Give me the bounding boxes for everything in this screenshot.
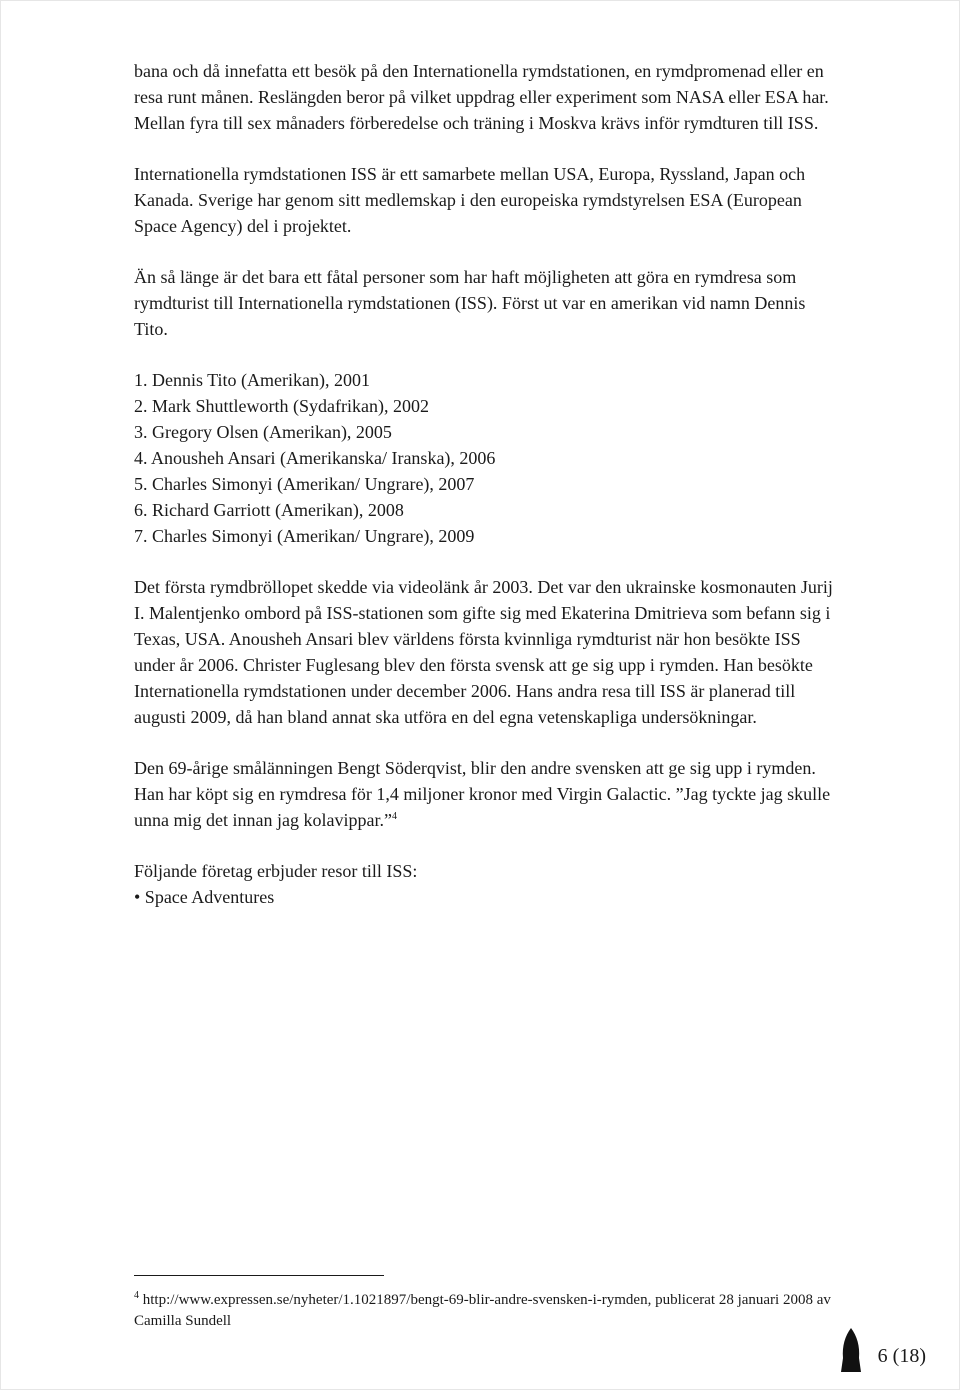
paragraph-3: Än så länge är det bara ett fåtal personer som har haft möjligheten att göra en rymdresa som rymdturist till Internationella rymdstationen (ISS). Först ut var en amerikan vid namn Dennis Tito. <box>134 267 806 339</box>
footnote-text: http://www.expressen.se/nyheter/1.1021897/bengt-69-blir-andre-svensken-i-rymden, publicerat 28 januari 2008 av Camilla Sundell <box>134 1292 831 1329</box>
company-bullet: • Space Adventures <box>134 887 275 907</box>
list-item: 3. Gregory Olsen (Amerikan), 2005 <box>134 422 392 442</box>
document-body <box>134 58 834 910</box>
footnote-number: 4 <box>134 1290 139 1301</box>
list-item: 2. Mark Shuttleworth (Sydafrikan), 2002 <box>134 396 429 416</box>
paragraph-6: Följande företag erbjuder resor till ISS: <box>134 861 418 881</box>
paragraph-5 <box>134 755 834 833</box>
footnote-reference[interactable]: 4 <box>391 811 397 822</box>
page-number: 6 (18) <box>877 1345 926 1367</box>
list-item: 6. Richard Garriott (Amerikan), 2008 <box>134 500 404 520</box>
paragraph-2: Internationella rymdstationen ISS är ett samarbete mellan USA, Europa, Ryssland, Japan och Kanada. Sverige har genom sitt medlemskap i den europeiska rymdstyrelsen ESA (European Space Agency) del i projektet. <box>134 164 806 236</box>
footnote <box>134 1290 834 1332</box>
rocket-logo-icon <box>841 1328 861 1372</box>
paragraph-5-text: Den 69-årige smålänningen Bengt Söderqvist, blir den andre svensken att ge sig upp i rymden. Han har köpt sig en rymdresa för 1,4 miljoner kronor med Virgin Galactic. ”Jag tyckte jag skulle unna mig det innan jag kolavippar.” <box>134 758 831 830</box>
footnote-divider <box>134 1275 384 1276</box>
list-item: 5. Charles Simonyi (Amerikan/ Ungrare), 2007 <box>134 474 475 494</box>
list-item: 7. Charles Simonyi (Amerikan/ Ungrare), 2009 <box>134 526 475 546</box>
list-item: 1. Dennis Tito (Amerikan), 2001 <box>134 370 370 390</box>
paragraph-1: bana och då innefatta ett besök på den Internationella rymdstationen, en rymdpromenad eller en resa runt månen. Reslängden beror på vilket uppdrag eller experiment som NASA eller ESA har. Mellan fyra till sex månaders förberedelse och träning i Moskva krävs inför rymdturen till ISS. <box>134 61 829 133</box>
list-item: 4. Anousheh Ansari (Amerikanska/ Iranska), 2006 <box>134 448 496 468</box>
paragraph-4: Det första rymdbröllopet skedde via videolänk år 2003. Det var den ukrainske kosmonauten Jurij I. Malentjenko ombord på ISS-stationen som gifte sig med Ekaterina Dmitrieva som befann sig i Texas, USA. Anousheh Ansari blev världens första kvinnliga rymdturist när hon besökte ISS under år 2006. Christer Fuglesang blev den första svensk att ge sig upp i rymden. Han besökte Internationella rymdstationen under december 2006. Hans andra resa till ISS är planerad till augusti 2009, då han bland annat ska utföra en del egna vetenskapliga undersökningar. <box>134 577 833 727</box>
space-tourist-list <box>134 367 834 549</box>
